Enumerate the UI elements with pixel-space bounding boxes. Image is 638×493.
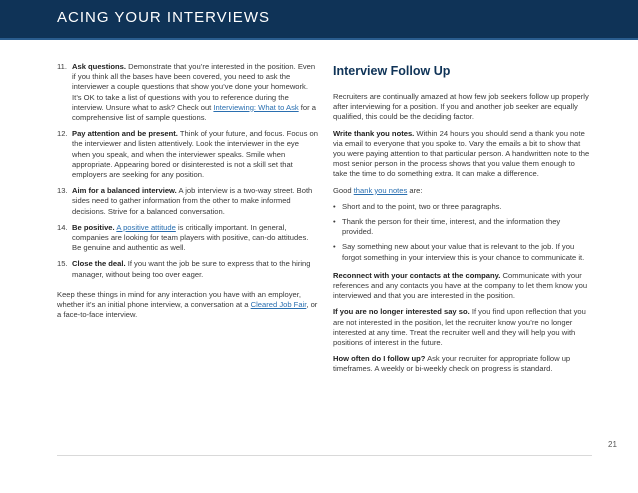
- follow-up-title: How often do I follow up?: [333, 354, 426, 364]
- bullet-item: [333, 242, 591, 262]
- item-number: 13.: [57, 186, 68, 196]
- good-post: are:: [407, 185, 423, 195]
- item-number: 14.: [57, 222, 68, 232]
- bullet-icon: •: [333, 201, 336, 211]
- footer-divider: [57, 455, 592, 456]
- bullet-text: Short and to the point, two or three paragraphs.: [342, 201, 502, 211]
- item-text: If you want the job be sure to express that to the hiring manager, without being too over eager.: [72, 259, 311, 279]
- bullet-item: [333, 202, 591, 212]
- section-heading: Interview Follow Up: [333, 64, 451, 78]
- interviewing-what-to-ask-link[interactable]: Interviewing: What to Ask: [213, 102, 299, 112]
- item-title: Ask questions.: [72, 62, 127, 71]
- thank-you-paragraph: [333, 129, 591, 180]
- intro-paragraph: Recruiters are continually amazed at how few job seekers follow up properly after interviewing for a position. If you and another job seeker are equally qualified, this could be the deciding factor.: [333, 92, 589, 122]
- list-item-12: [57, 129, 319, 180]
- no-longer-title: If you are no longer interested say so.: [333, 307, 470, 317]
- item-title: Pay attention and be present.: [72, 129, 178, 139]
- item-number: 15.: [57, 259, 68, 269]
- item-number: 12.: [57, 129, 68, 139]
- item-text: A job interview is a two-way street. Both sides need to gather information from the other to make informed decisions. Strive for a balanced conversation.: [72, 186, 313, 216]
- item-title: Close the deal.: [72, 259, 126, 269]
- follow-up-frequency-paragraph: [333, 354, 591, 374]
- thank-you-text: Within 24 hours you should send a thank you note via email to everyone that you spoke to. Vary the emails a bit to show that you were paying attention to that particular person. A handwritten note to the most senior person in the process shows that you value them enough to take the time to do something extra. It can make a difference.: [333, 128, 590, 179]
- item-text: is critically important. In general, companies are looking for team players with positive, can-do attitudes. Be genuine and authentic as well.: [72, 222, 309, 253]
- closing-text-post: , or a face-to-face interview.: [57, 300, 318, 320]
- reconnect-text: Communicate with your references and any contacts you have at the company to let them know you interviewed and that you are interested in the position.: [333, 270, 588, 301]
- page-number: 21: [608, 440, 617, 449]
- reconnect-paragraph: [333, 271, 591, 302]
- bullet-text: Say something new about your value that is relevant to the job. If you forgot something in your interview this is your chance to communicate it.: [342, 242, 585, 262]
- item-number: 11.: [57, 62, 67, 71]
- item-text: Think of your future, and focus. Focus on the interviewer and listen attentively. Look the interviewer in the eye when you speak, and when the interviewer speaks. Smile when appropriate. Appearing bored or disinterested is not a skill set that employers are seeking for any position.: [72, 129, 318, 180]
- left-column: [57, 62, 319, 326]
- item-text-after: for a comprehensive list of sample questions.: [72, 102, 316, 123]
- list-item-15: [57, 259, 319, 279]
- bullet-icon: •: [333, 242, 336, 252]
- bullet-icon: •: [333, 217, 336, 227]
- list-item-14: [57, 223, 319, 254]
- page-header-bar: [0, 0, 638, 40]
- item-text: Demonstrate that you’re interested in the position. Even if you think all the bases have been covered, you need to ask the interviewer a couple questions that show you’ve done your homework. It’s OK to take a list of questions with you to reference during the interview. Unsure what to ask? Check out: [72, 62, 316, 112]
- good-notes-paragraph: [333, 186, 591, 196]
- follow-up-text: Ask your recruiter for appropriate follow up timeframes. A weekly or bi-weekly check on progress is standard.: [333, 354, 571, 374]
- right-column: [333, 62, 591, 381]
- bullet-text: Thank the person for their time, interest, and the information they provided.: [342, 217, 561, 237]
- no-longer-text: If you find upon reflection that you are not interested in the position, let the recruiter know you’re no longer interested at any time. Treat the recruiter well and they will help you with positions of interest in the future.: [333, 307, 586, 348]
- page-title: ACING YOUR INTERVIEWS: [57, 9, 270, 26]
- closing-text-pre: Keep these things in mind for any interaction you have with an employer, whether it’s an initial phone interview, a conversation at a: [57, 289, 301, 310]
- item-title: Aim for a balanced interview.: [72, 186, 177, 196]
- thank-you-notes-link[interactable]: thank you notes: [353, 185, 408, 195]
- cleared-job-fair-link[interactable]: Cleared Job Fair: [250, 300, 307, 310]
- list-item-11: [57, 62, 319, 123]
- no-longer-interested-paragraph: [333, 307, 591, 348]
- good-pre: Good: [333, 185, 354, 195]
- reconnect-title: Reconnect with your contacts at the company.: [333, 270, 501, 280]
- positive-attitude-link[interactable]: A positive attitude: [116, 222, 176, 232]
- closing-paragraph: [57, 290, 319, 321]
- item-title: Be positive.: [72, 222, 115, 232]
- bullet-item: [333, 217, 591, 237]
- thank-you-title: Write thank you notes.: [333, 128, 415, 138]
- list-item-13: [57, 186, 319, 217]
